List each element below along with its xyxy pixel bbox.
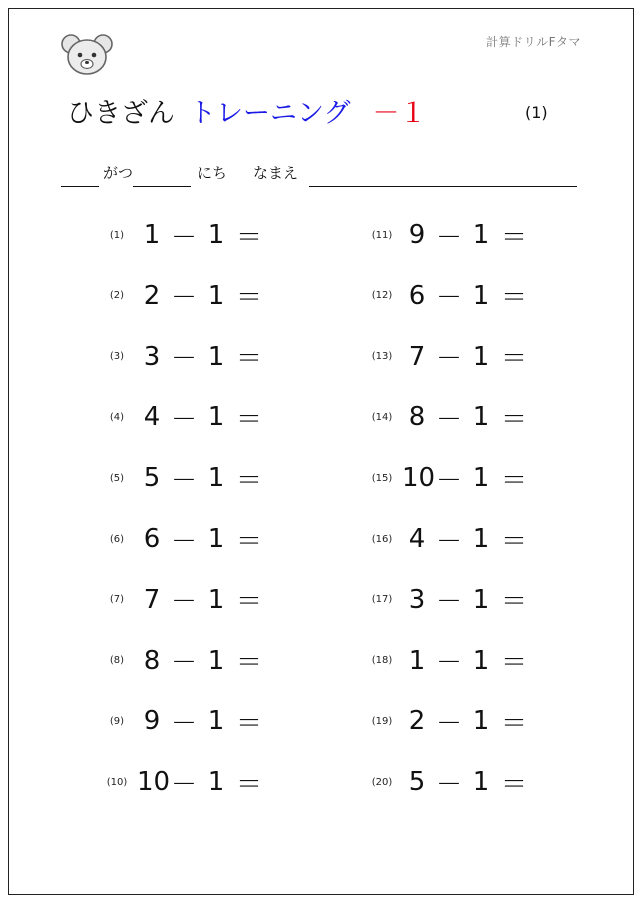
title-minus-one: －１ <box>372 98 427 129</box>
equals-sign: ＝ <box>235 344 262 375</box>
problem-equation <box>402 642 532 679</box>
problem-equation <box>137 703 267 740</box>
equals-sign: ＝ <box>235 222 262 253</box>
title-training: トレーニング <box>189 98 351 129</box>
day-label: にち <box>197 164 228 182</box>
problem-equation <box>137 642 267 679</box>
problem-item <box>362 762 532 802</box>
problem-item <box>97 641 267 681</box>
minuend: 6 <box>143 524 161 554</box>
equals-sign: ＝ <box>235 769 262 800</box>
subtrahend: 1 <box>207 402 225 433</box>
problem-number: (17) <box>371 594 393 606</box>
minus-sign: － <box>435 222 462 253</box>
worksheet-page <box>8 8 634 895</box>
equals-sign: ＝ <box>500 344 527 375</box>
equals-sign: ＝ <box>500 526 527 557</box>
subtrahend: 1 <box>207 341 225 372</box>
minus-sign: － <box>435 708 462 739</box>
subtrahend: 1 <box>207 584 225 615</box>
subtrahend: 1 <box>472 706 490 737</box>
equals-sign: ＝ <box>500 465 527 496</box>
problem-number: (14) <box>371 411 393 423</box>
minuend: 4 <box>143 402 161 433</box>
equals-sign: ＝ <box>500 404 527 435</box>
problem-number: (16) <box>371 533 393 545</box>
problem-item <box>97 762 267 802</box>
problem-item <box>362 519 532 559</box>
minus-sign: － <box>435 587 462 618</box>
minuend: 2 <box>408 706 426 737</box>
problem-item <box>362 641 532 681</box>
minus-sign: － <box>170 465 197 496</box>
sheet-number: (1) <box>525 103 548 122</box>
problem-equation <box>137 217 267 254</box>
minus-sign: － <box>435 526 462 557</box>
subtrahend: 1 <box>472 463 490 494</box>
minus-sign: － <box>435 465 462 496</box>
minus-sign: － <box>435 344 462 375</box>
subtrahend: 1 <box>472 645 490 676</box>
equals-sign: ＝ <box>235 708 262 739</box>
equals-sign: ＝ <box>500 708 527 739</box>
problem-number: (19) <box>371 715 393 727</box>
problem-equation <box>402 217 532 254</box>
problem-equation <box>402 277 532 314</box>
minus-sign: － <box>435 283 462 314</box>
problem-number: (3) <box>109 351 125 363</box>
problem-number: (10) <box>106 776 128 788</box>
minuend: 5 <box>408 767 426 798</box>
equals-sign: ＝ <box>500 587 527 618</box>
problem-equation <box>402 460 532 497</box>
minuend: 6 <box>408 280 426 311</box>
subtrahend: 1 <box>472 584 490 615</box>
subtrahend: 1 <box>207 767 225 798</box>
problem-number: (2) <box>109 290 125 302</box>
minuend: 4 <box>408 524 426 554</box>
minuend: 1 <box>143 220 161 250</box>
minus-sign: － <box>170 222 197 253</box>
subtrahend: 1 <box>207 706 225 737</box>
problem-item <box>97 397 267 437</box>
equals-sign: ＝ <box>500 769 527 800</box>
problem-number: (6) <box>109 533 125 545</box>
subtrahend: 1 <box>472 402 490 433</box>
name-label: なまえ <box>253 164 299 182</box>
problem-number: (13) <box>371 351 393 363</box>
minuend: 3 <box>408 584 426 615</box>
subtrahend: 1 <box>207 645 225 676</box>
minus-sign: － <box>435 648 462 679</box>
subtrahend: 1 <box>207 220 225 250</box>
problem-equation <box>402 521 532 558</box>
problem-equation <box>402 581 532 618</box>
minus-sign: － <box>170 708 197 739</box>
problem-item <box>362 397 532 437</box>
minus-sign: － <box>170 404 197 435</box>
problem-item <box>97 519 267 559</box>
subtrahend: 1 <box>207 463 225 494</box>
subtrahend: 1 <box>472 220 490 250</box>
problem-item <box>362 580 532 620</box>
minus-sign: － <box>170 587 197 618</box>
equals-sign: ＝ <box>235 526 262 557</box>
problem-number: (11) <box>371 229 393 241</box>
problem-number: (8) <box>109 655 125 667</box>
problem-equation <box>137 581 267 618</box>
problem-item <box>362 337 532 377</box>
minuend: 9 <box>408 220 426 250</box>
problem-number: (18) <box>371 655 393 667</box>
name-blank[interactable] <box>309 186 577 187</box>
minus-sign: － <box>170 283 197 314</box>
equals-sign: ＝ <box>500 283 527 314</box>
minuend: 10 <box>137 767 171 798</box>
minuend: 1 <box>408 645 426 676</box>
problem-item <box>97 580 267 620</box>
minuend: 7 <box>408 341 426 372</box>
problem-equation <box>137 338 267 375</box>
minuend: 9 <box>143 706 161 737</box>
problem-equation <box>137 460 267 497</box>
problem-number: (15) <box>371 472 393 484</box>
equals-sign: ＝ <box>500 222 527 253</box>
problem-item <box>362 276 532 316</box>
day-blank[interactable] <box>133 186 191 187</box>
title-subtraction: ひきざん <box>67 98 175 129</box>
problem-equation <box>137 277 267 314</box>
problem-equation <box>402 399 532 436</box>
problem-equation <box>137 521 267 558</box>
problem-item <box>97 276 267 316</box>
month-blank[interactable] <box>61 186 99 187</box>
minus-sign: － <box>170 769 197 800</box>
problem-item <box>97 458 267 498</box>
problem-equation <box>137 764 267 801</box>
minus-sign: － <box>170 526 197 557</box>
brand-text: 計算ドリルFタマ <box>486 35 581 49</box>
page-title <box>67 91 426 130</box>
minuend: 7 <box>143 584 161 615</box>
month-label: がつ <box>103 164 134 182</box>
subtrahend: 1 <box>472 341 490 372</box>
problem-equation <box>137 399 267 436</box>
problem-item <box>97 337 267 377</box>
minus-sign: － <box>435 769 462 800</box>
minus-sign: － <box>170 344 197 375</box>
subtrahend: 1 <box>207 280 225 311</box>
problem-number: (7) <box>109 594 125 606</box>
problem-number: (4) <box>109 411 125 423</box>
problem-item <box>362 458 532 498</box>
minuend: 8 <box>408 402 426 433</box>
minuend: 5 <box>143 463 161 494</box>
minus-sign: － <box>435 404 462 435</box>
subtrahend: 1 <box>472 767 490 798</box>
minuend: 3 <box>143 341 161 372</box>
subtrahend: 1 <box>472 280 490 311</box>
problem-item <box>97 215 267 255</box>
minuend: 8 <box>143 645 161 676</box>
minuend: 2 <box>143 280 161 311</box>
problem-equation <box>402 764 532 801</box>
problem-number: (12) <box>371 290 393 302</box>
problem-number: (20) <box>371 776 393 788</box>
problem-equation <box>402 703 532 740</box>
bear-face-icon <box>61 31 113 77</box>
problem-item <box>362 701 532 741</box>
subtrahend: 1 <box>207 524 225 554</box>
problem-number: (5) <box>109 472 125 484</box>
equals-sign: ＝ <box>235 587 262 618</box>
subtrahend: 1 <box>472 524 490 554</box>
problem-item <box>362 215 532 255</box>
equals-sign: ＝ <box>235 283 262 314</box>
equals-sign: ＝ <box>500 648 527 679</box>
equals-sign: ＝ <box>235 465 262 496</box>
minus-sign: － <box>170 648 197 679</box>
problem-item <box>97 701 267 741</box>
student-info-row <box>61 161 577 187</box>
problem-number: (9) <box>109 715 125 727</box>
problem-equation <box>402 338 532 375</box>
equals-sign: ＝ <box>235 404 262 435</box>
problem-number: (1) <box>109 229 125 241</box>
minuend: 10 <box>402 463 436 494</box>
equals-sign: ＝ <box>235 648 262 679</box>
